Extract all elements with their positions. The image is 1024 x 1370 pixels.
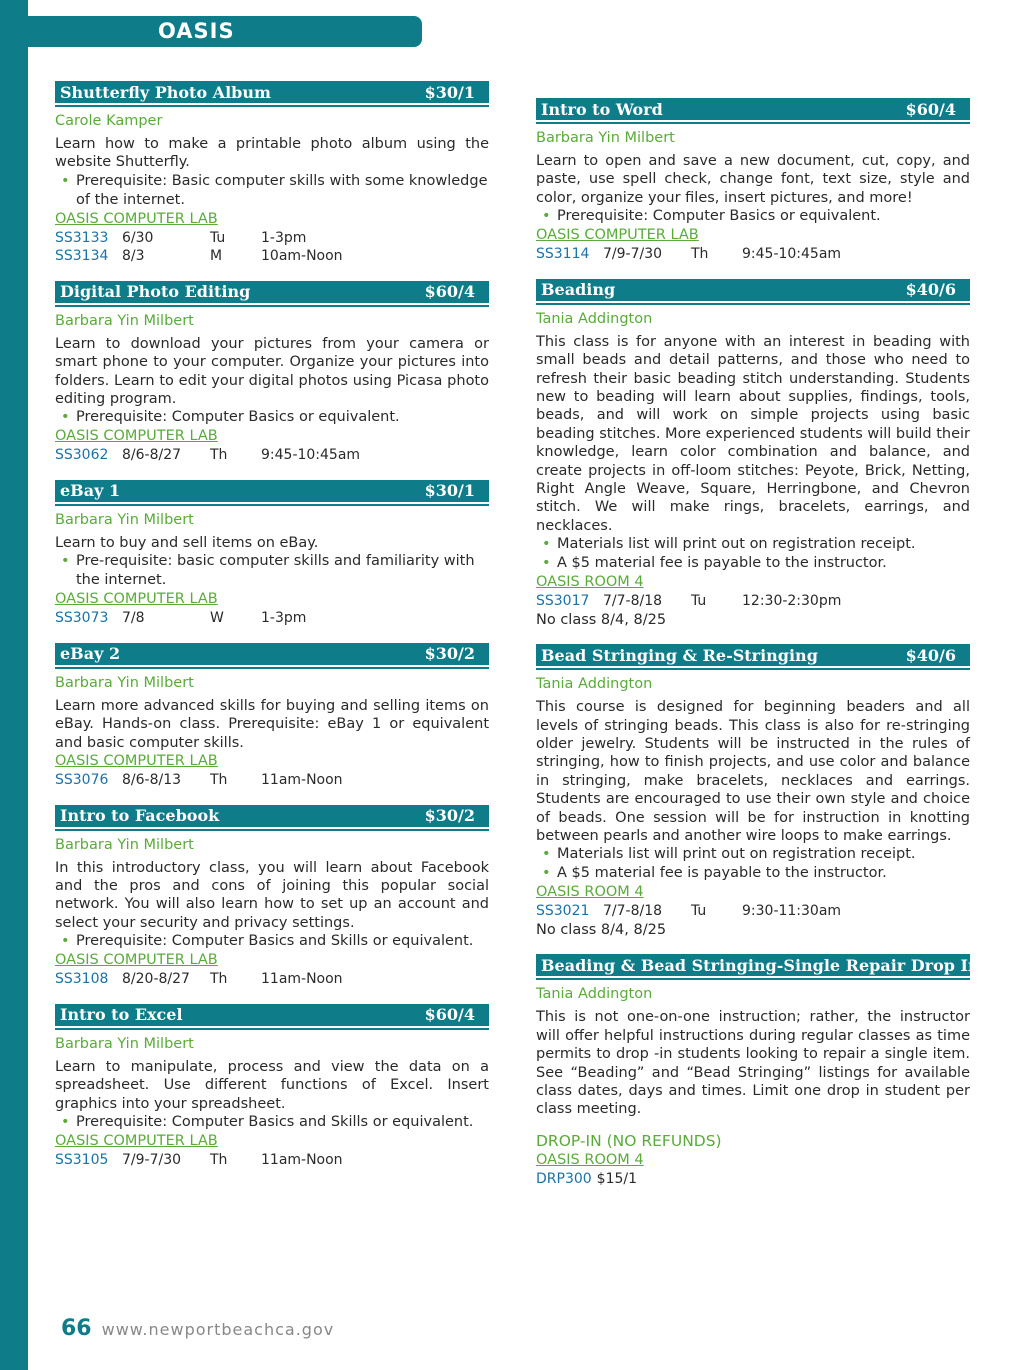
- dropin-fee: $15/1: [596, 1170, 638, 1187]
- dropin-code[interactable]: DRP300: [536, 1170, 592, 1187]
- session-dates: 8/20-8/27: [122, 971, 190, 988]
- course-price: $40/6: [905, 280, 956, 300]
- course-price: $60/4: [905, 99, 956, 119]
- session-time: 10am-Noon: [261, 248, 343, 265]
- course-title: Digital Photo Editing: [60, 282, 251, 302]
- course-description: This course is designed for beginning beaders and all levels of stringing beads. This class is also for re-stringing older jewelry. Students will be instructed in the rules of stringing, how to finish projects, and use color and balance in stringing, make bracelets, necklaces and earrings. Students are encouraged to use their own style and choice of beads. One session will be for instruction in knotting between pearls and another wire loops to make earrings.: [536, 699, 970, 845]
- course-code[interactable]: SS3105: [55, 1151, 109, 1168]
- instructor-name: Barbara Yin Milbert: [55, 312, 194, 329]
- session-dates: 7/8: [122, 610, 145, 627]
- session-time: 1-3pm: [261, 229, 307, 246]
- course-listing: [536, 98, 970, 264]
- location-link[interactable]: OASIS ROOM 4: [536, 1151, 644, 1168]
- bullet-icon: •: [542, 536, 551, 553]
- bullet-icon: •: [542, 865, 551, 882]
- course-description: Learn how to make a printable photo album using the website Shutterfly.: [55, 136, 489, 171]
- bullet-text: Prerequisite: Basic computer skills with some knowledge of the internet.: [76, 172, 488, 208]
- location-link[interactable]: OASIS ROOM 4: [536, 884, 644, 901]
- course-code[interactable]: SS3108: [55, 971, 109, 988]
- right-column: [536, 98, 980, 1203]
- session-time: 1-3pm: [261, 610, 307, 627]
- session-row: [536, 592, 970, 611]
- website-link[interactable]: www.newportbeachca.gov: [101, 1320, 335, 1339]
- bullet-item: [55, 932, 489, 951]
- session-day: Th: [691, 246, 709, 263]
- session-time: 9:45-10:45am: [742, 246, 842, 263]
- course-title: Beading: [541, 280, 616, 300]
- course-header: [55, 805, 489, 829]
- course-price: $60/4: [424, 1005, 475, 1025]
- bullet-item: [536, 845, 970, 864]
- course-price: $60/4: [424, 282, 475, 302]
- course-header: [536, 644, 970, 668]
- course-description: Learn to manipulate, process and view the data on a spreadsheet. Use different functions of Excel. Insert graphics into your spreadsheet.: [55, 1058, 489, 1112]
- session-day: Th: [210, 447, 228, 464]
- course-header: [536, 98, 970, 122]
- bullet-text: Prerequisite: Computer Basics and Skills or equivalent.: [76, 1113, 474, 1130]
- course-description: This class is for anyone with an interest in beading with small beads and detail patterns, and those who need to refresh their basic beading stitch understanding. Students new to beading will learn about supplies, findings, tools, beads, and will work on simple projects using basic beading stitches. More experienced students will build their knowledge, learn color combination and balance, and create projects in off-loom stitches: Peyote, Brick, Netting, Right Angle Weave, Square, Herringbone, and Chevron stitch. We will make rings, bracelets, earrings, and necklaces.: [536, 333, 970, 534]
- location-link[interactable]: OASIS ROOM 4: [536, 574, 644, 591]
- session-dates: 8/3: [122, 248, 145, 265]
- session-dates: 8/6-8/27: [122, 447, 182, 464]
- bullet-text: A $5 material fee is payable to the instructor.: [557, 865, 887, 882]
- bullet-text: Prerequisite: Computer Basics or equivalent.: [76, 409, 400, 426]
- left-column: [55, 81, 489, 1184]
- session-time: 9:45-10:45am: [261, 447, 361, 464]
- course-header: [55, 480, 489, 504]
- location-link[interactable]: OASIS COMPUTER LAB: [55, 210, 218, 227]
- location-link[interactable]: OASIS COMPUTER LAB: [55, 952, 218, 969]
- location-link[interactable]: OASIS COMPUTER LAB: [55, 753, 218, 770]
- course-description: Learn to buy and sell items on eBay.: [55, 534, 319, 551]
- instructor-name: Barbara Yin Milbert: [536, 130, 675, 146]
- session-row: [55, 609, 489, 628]
- course-title: Intro to Word: [541, 99, 663, 119]
- bullet-item: [536, 207, 970, 226]
- course-code[interactable]: SS3134: [55, 248, 109, 265]
- course-description: Learn to download your pictures from your camera or smart phone to your computer. Organize your pictures into folders. Learn to edit your digital photos using Picasa photo editing program.: [55, 335, 489, 408]
- instructor-name: Tania Addington: [536, 986, 653, 1003]
- session-time: 11am-Noon: [261, 1151, 343, 1168]
- course-description: Learn to open and save a new document, cut, copy, and paste, use spell check, change font, text size, style and color, organize your files, insert pictures, and more!: [536, 153, 970, 206]
- course-price: $40/6: [905, 645, 956, 665]
- location-link[interactable]: OASIS COMPUTER LAB: [55, 428, 218, 445]
- session-dates: 6/30: [122, 229, 154, 246]
- location-link[interactable]: OASIS COMPUTER LAB: [55, 1132, 218, 1149]
- session-day: W: [210, 610, 224, 627]
- bullet-icon: •: [61, 172, 70, 189]
- bullet-text: Materials list will print out on registration receipt.: [557, 846, 916, 863]
- session-dates: 8/6-8/13: [122, 772, 182, 789]
- bullet-text: Materials list will print out on registration receipt.: [557, 536, 916, 553]
- section-header: [0, 16, 422, 47]
- session-day: Th: [210, 772, 228, 789]
- course-listing: [55, 1004, 489, 1170]
- page-footer: [61, 1316, 334, 1341]
- session-time: 11am-Noon: [261, 772, 343, 789]
- course-price: $30/2: [424, 806, 475, 826]
- course-code[interactable]: SS3062: [55, 447, 109, 464]
- location-link[interactable]: OASIS COMPUTER LAB: [536, 227, 699, 244]
- course-header: [55, 1004, 489, 1028]
- course-header: [55, 281, 489, 305]
- course-listing: [536, 954, 980, 1188]
- course-price: $30/1: [424, 481, 475, 501]
- course-price: $30/1: [424, 82, 475, 102]
- session-row: [55, 970, 489, 989]
- bullet-icon: •: [61, 933, 70, 950]
- schedule-note: No class 8/4, 8/25: [536, 611, 667, 628]
- course-code[interactable]: SS3017: [536, 593, 590, 610]
- course-header: [55, 643, 489, 667]
- course-description: In this introductory class, you will learn about Facebook and the pros and cons of joining this popular social network. You will also learn how to set up an account and select your security and privacy settings.: [55, 859, 489, 931]
- instructor-name: Barbara Yin Milbert: [55, 674, 194, 691]
- course-header: [536, 954, 980, 978]
- bullet-item: [55, 408, 489, 427]
- course-code[interactable]: SS3076: [55, 772, 109, 789]
- bullet-item: [536, 554, 970, 573]
- session-row: [55, 247, 489, 266]
- instructor-name: Tania Addington: [536, 676, 653, 693]
- course-title: Shutterfly Photo Album: [60, 82, 271, 102]
- course-price: $30/2: [424, 644, 475, 664]
- session-time: 11am-Noon: [261, 971, 343, 988]
- course-listing: [55, 281, 489, 465]
- bullet-text: Pre-requisite: basic computer skills and familiarity with the internet.: [76, 553, 475, 589]
- course-header: [55, 81, 489, 105]
- session-day: Tu: [691, 593, 707, 610]
- session-row: [55, 771, 489, 790]
- session-dates: 7/9-7/30: [122, 1151, 182, 1168]
- course-listing: [55, 480, 489, 628]
- dropin-label: DROP-IN (NO REFUNDS): [536, 1131, 722, 1150]
- bullet-text: A $5 material fee is payable to the instructor.: [557, 555, 887, 572]
- session-dates: 7/7-8/18: [603, 593, 663, 610]
- instructor-name: Barbara Yin Milbert: [55, 836, 194, 853]
- course-listing: [536, 644, 970, 939]
- bullet-item: [536, 535, 970, 554]
- course-header: [536, 279, 970, 303]
- instructor-name: Barbara Yin Milbert: [55, 511, 194, 528]
- course-code[interactable]: SS3133: [55, 229, 109, 246]
- course-listing: [55, 643, 489, 790]
- bullet-item: [55, 172, 489, 210]
- course-title: eBay 1: [60, 481, 121, 501]
- section-title: OASIS: [158, 19, 235, 43]
- session-time: 9:30-11:30am: [742, 903, 842, 920]
- bullet-icon: •: [542, 555, 551, 572]
- session-time: 12:30-2:30pm: [742, 593, 842, 610]
- session-day: Tu: [691, 903, 707, 920]
- bullet-text: Prerequisite: Computer Basics and Skills or equivalent.: [76, 933, 474, 950]
- course-description: This is not one-on-one instruction; rather, the instructor will offer helpful instructions during regular classes as time permits to drop -in students looking to repair a single item. See “Beading” and “Bead Stringing” listings for available class dates, days and times. Limit one drop in student per class meeting.: [536, 1009, 970, 1118]
- course-title: eBay 2: [60, 644, 121, 664]
- left-accent-bar: [0, 0, 28, 1370]
- session-row: [536, 902, 970, 921]
- course-description: Learn more advanced skills for buying and selling items on eBay. Hands-on class. Prerequisite: eBay 1 or equivalent and basic computer skills.: [55, 697, 489, 751]
- bullet-item: [55, 552, 489, 590]
- session-row: [55, 1151, 489, 1170]
- session-dates: 7/7-8/18: [603, 903, 663, 920]
- bullet-item: [55, 1113, 489, 1132]
- instructor-name: Tania Addington: [536, 310, 653, 327]
- location-link[interactable]: OASIS COMPUTER LAB: [55, 591, 218, 608]
- session-row: [55, 446, 489, 465]
- bullet-icon: •: [542, 846, 551, 863]
- course-title: Bead Stringing & Re-Stringing: [541, 645, 818, 665]
- dropin-row: [536, 1170, 970, 1189]
- bullet-icon: •: [61, 553, 70, 570]
- bullet-icon: •: [61, 1113, 70, 1130]
- bullet-text: Prerequisite: Computer Basics or equivalent.: [557, 208, 881, 225]
- instructor-name: Carole Kamper: [55, 113, 163, 129]
- bullet-item: [536, 864, 970, 883]
- course-title: Intro to Facebook: [60, 806, 220, 826]
- session-day: Tu: [210, 229, 226, 246]
- bullet-icon: •: [542, 208, 551, 225]
- course-title: Beading & Bead Stringing-Single Repair Drop In: [541, 955, 980, 975]
- bullet-icon: •: [61, 409, 70, 426]
- course-code[interactable]: SS3073: [55, 610, 109, 627]
- schedule-note: No class 8/4, 8/25: [536, 921, 667, 938]
- instructor-name: Barbara Yin Milbert: [55, 1035, 194, 1052]
- page-number: 66: [61, 1316, 92, 1341]
- course-title: Intro to Excel: [60, 1005, 183, 1025]
- session-day: M: [210, 248, 223, 265]
- course-listing: [55, 805, 489, 989]
- course-listing: [536, 279, 970, 629]
- course-listing: [55, 81, 489, 266]
- session-row: [55, 229, 489, 248]
- course-code[interactable]: SS3021: [536, 903, 590, 920]
- session-dates: 7/9-7/30: [603, 246, 663, 263]
- session-day: Th: [210, 971, 228, 988]
- session-row: [536, 245, 970, 264]
- course-code[interactable]: SS3114: [536, 246, 590, 263]
- session-day: Th: [210, 1151, 228, 1168]
